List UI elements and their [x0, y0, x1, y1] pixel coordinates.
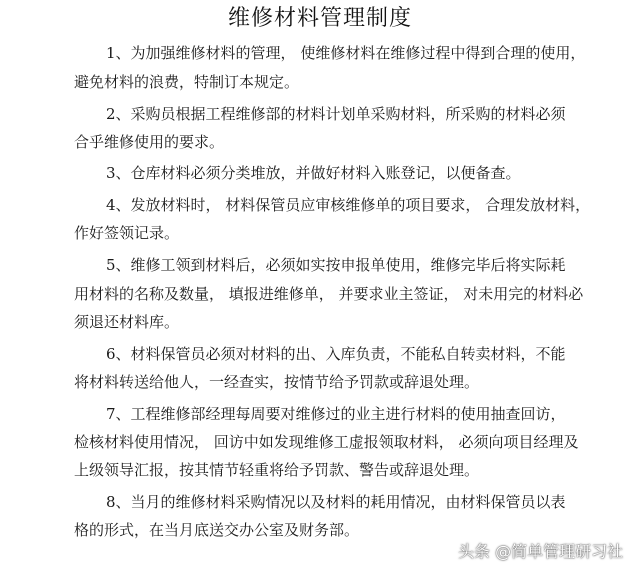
- paragraph-7-line-3: 上级领导汇报，按其情节轻重将给予罚款、警告或辞退处理。: [74, 461, 480, 479]
- paragraph-6-line-2: 将材料转送给他人，一经查实，按情节给予罚款或辞退处理。: [74, 373, 480, 391]
- paragraph-4-line-2: 作好签领记录。: [74, 224, 180, 242]
- paragraph-2-line-1: 2、采购员根据工程维修部的材料计划单采购材料，所采购的材料必须: [106, 105, 566, 123]
- paragraph-1-line-1: 1、为加强维修材料的管理， 使维修材料在维修过程中得到合理的使用，: [106, 44, 586, 62]
- paragraph-8-line-2: 格的形式，在当月底送交办公室及财务部。: [74, 521, 360, 539]
- paragraph-8-line-1: 8、当月的维修材料采购情况以及材料的耗用情况，由材料保管员以表: [106, 493, 566, 511]
- paragraph-5-line-3: 须退还材料库。: [74, 313, 180, 331]
- paragraph-7-line-2: 检核材料使用情况， 回访中如发现维修工虚报领取材料， 必须向项目经理及: [74, 433, 579, 451]
- document-title: 维修材料管理制度: [227, 6, 412, 31]
- watermark: 头条 @简单管理研习社: [458, 542, 624, 561]
- paragraph-2-line-2: 合乎维修使用的要求。: [74, 133, 225, 151]
- paragraph-5-line-1: 5、维修工领到材料后，必须如实按申报单使用，维修完毕后将实际耗: [106, 256, 566, 274]
- paragraph-5-line-2: 用材料的名称及数量， 填报进维修单， 并要求业主签证， 对未用完的材料必: [74, 285, 584, 303]
- paragraph-1-line-2: 避免材料的浪费，特制订本规定。: [74, 73, 300, 91]
- paragraph-6-line-1: 6、材料保管员必须对材料的出、入库负责，不能私自转卖材料，不能: [106, 345, 566, 363]
- paragraph-7-line-1: 7、工程维修部经理每周要对维修过的业主进行材料的使用抽查回访，: [106, 405, 566, 423]
- paragraph-4-line-1: 4、发放材料时， 材料保管员应审核维修单的项目要求， 合理发放材料，: [106, 196, 591, 214]
- paragraph-3-line-1: 3、仓库材料必须分类堆放，并做好材料入账登记，以便备查。: [106, 164, 521, 182]
